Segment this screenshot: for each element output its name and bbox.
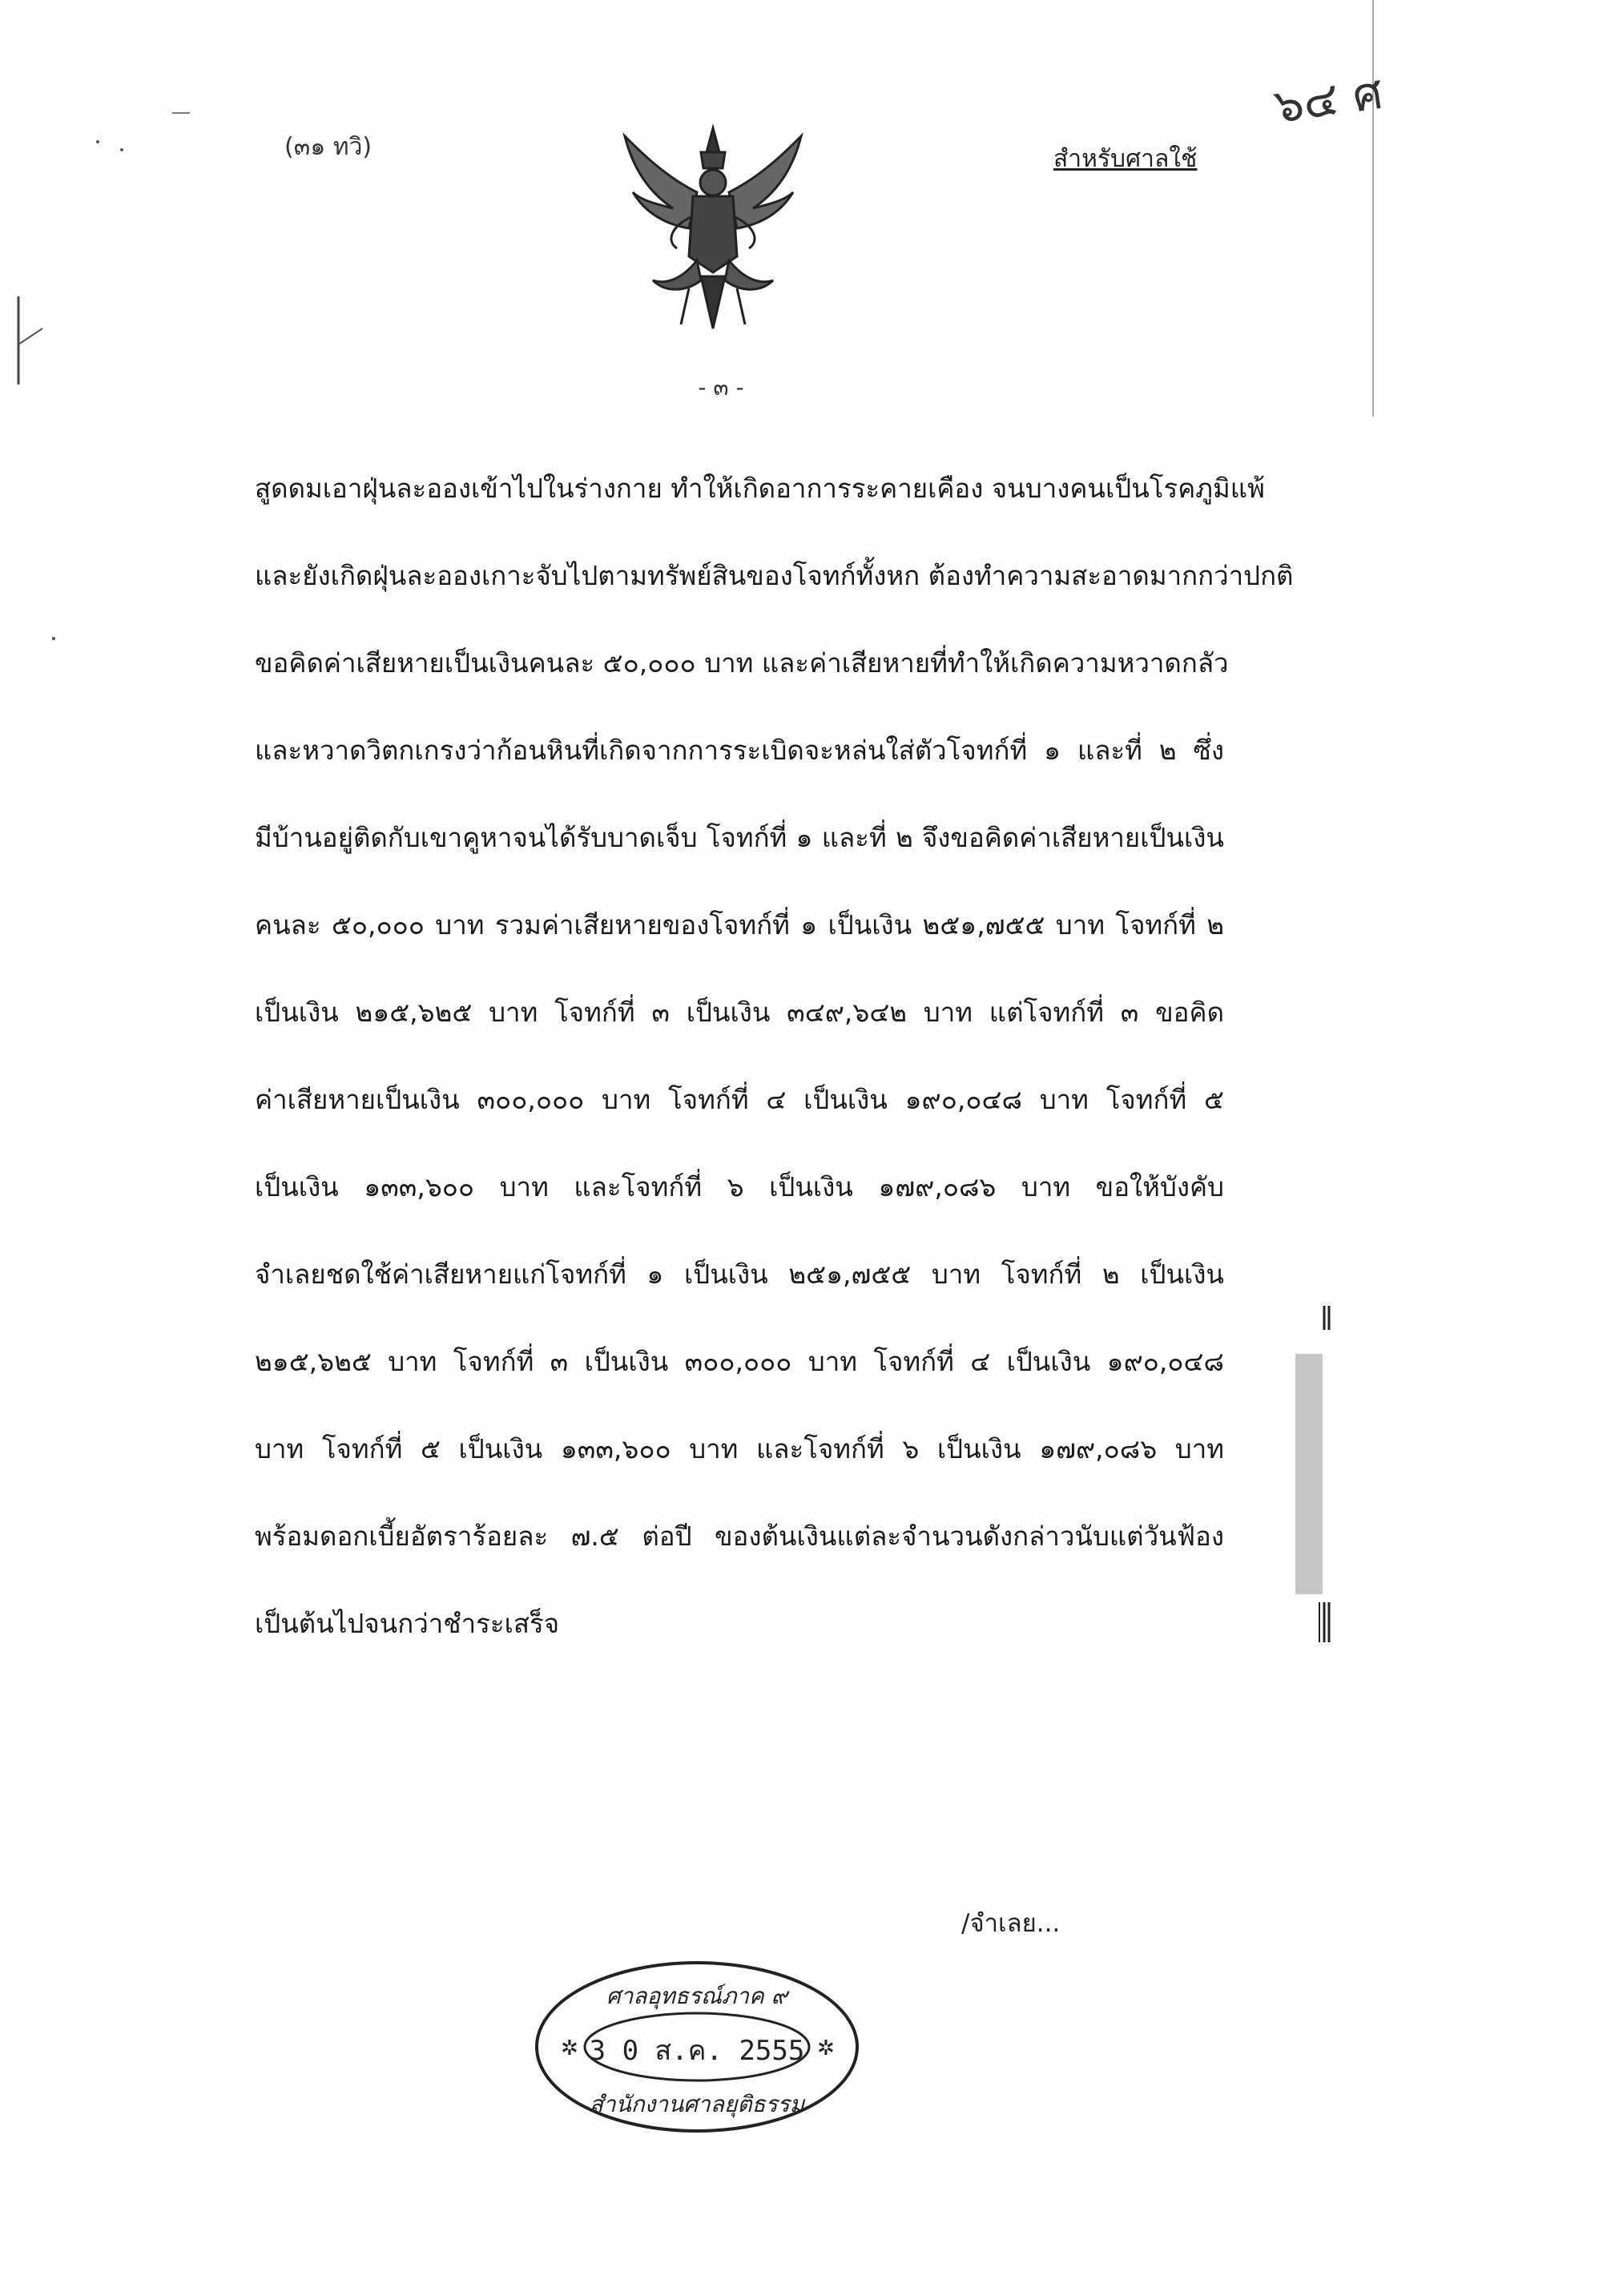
body-line: สูดดมเอาฝุ่นละอองเข้าไปในร่างกาย ทำให้เกิดอาการระคายเคือง จนบางคนเป็นโรคภูมิแพ้	[255, 473, 1265, 504]
continuation-marker: /จำเลย...	[961, 1909, 1061, 1938]
handwritten-page-note: ๖๔ ศ	[1270, 64, 1387, 135]
body-line: ๒๑๕,๖๒๕ บาท โจทก์ที่ ๓ เป็นเงิน ๓๐๐,๐๐๐ บาท โจทก์ที่ ๔ เป็นเงิน ๑๙๐,๐๔๘	[255, 1346, 1224, 1377]
scan-speck	[96, 140, 99, 143]
garuda-emblem-icon	[617, 120, 809, 336]
scan-speck	[172, 112, 190, 114]
body-line: เป็นเงิน ๑๓๓,๖๐๐ บาท และโจทก์ที่ ๖ เป็นเงิน ๑๗๙,๐๘๖ บาท ขอให้บังคับ	[255, 1171, 1224, 1202]
body-line: และยังเกิดฝุ่นละอองเกาะจับไปตามทรัพย์สินของโจทก์ทั้งหก ต้องทำความสะอาดมากกว่าปกติ	[255, 560, 1294, 591]
scan-speck	[120, 148, 123, 151]
svg-text:✲: ✲	[561, 2036, 578, 2060]
court-use-label: สำหรับศาลใช้	[1053, 145, 1198, 173]
stamp-bottom-text: สำนักงานศาลยุติธรรม	[589, 2091, 805, 2117]
body-line-last: เป็นต้นไปจนกว่าชำระเสร็จ	[255, 1608, 560, 1639]
form-code: (๓๑ ทวิ)	[284, 133, 373, 161]
body-line: เป็นเงิน ๒๑๕,๖๒๕ บาท โจทก์ที่ ๓ เป็นเงิน ๓๔๙,๖๔๒ บาท แต่โจทก์ที่ ๓ ขอคิด	[255, 997, 1224, 1028]
stamp-date: 3 0 ส.ค. 2555	[589, 2035, 805, 2067]
binding-seal-mark	[1286, 1306, 1334, 1642]
body-line: มีบ้านอยู่ติดกับเขาคูหาจนได้รับบาดเจ็บ โจทก์ที่ ๑ และที่ ๒ จึงขอคิดค่าเสียหายเป็นเงิน	[255, 822, 1224, 853]
stamp-top-text: ศาลอุทธรณ์ภาค ๙	[606, 1983, 788, 2009]
body-line: และหวาดวิตกเกรงว่าก้อนหินที่เกิดจากการระเบิดจะหล่นใส่ตัวโจทก์ที่ ๑ และที่ ๒ ซึ่ง	[255, 735, 1224, 766]
svg-text:✲: ✲	[817, 2036, 835, 2060]
body-line: ขอคิดค่าเสียหายเป็นเงินคนละ ๕๐,๐๐๐ บาท และค่าเสียหายที่ทำให้เกิดความหวาดกลัว	[255, 647, 1229, 679]
page-number: - ๓ -	[698, 374, 744, 401]
body-line: คนละ ๕๐,๐๐๐ บาท รวมค่าเสียหายของโจทก์ที่ ๑ เป็นเงิน ๒๕๑,๗๕๕ บาท โจทก์ที่ ๒	[255, 909, 1224, 941]
body-line: พร้อมดอกเบี้ยอัตราร้อยละ ๗.๕ ต่อปี ของต้นเงินแต่ละจำนวนดังกล่าวนับแต่วันฟ้อง	[255, 1521, 1224, 1552]
scan-speck	[52, 637, 55, 640]
body-line: บาท โจทก์ที่ ๕ เป็นเงิน ๑๓๓,๖๐๐ บาท และโจทก์ที่ ๖ เป็นเงิน ๑๗๙,๐๘๖ บาท	[255, 1433, 1224, 1464]
body-line: จำเลยชดใช้ค่าเสียหายแก่โจทก์ที่ ๑ เป็นเงิน ๒๕๑,๗๕๕ บาท โจทก์ที่ ๒ เป็นเงิน	[255, 1259, 1224, 1290]
body-text	[255, 445, 1294, 1667]
scan-edge-line	[1372, 0, 1374, 417]
body-line: ค่าเสียหายเป็นเงิน ๓๐๐,๐๐๐ บาท โจทก์ที่ ๔ เป็นเงิน ๑๙๐,๐๔๘ บาท โจทก์ที่ ๕	[255, 1084, 1224, 1115]
